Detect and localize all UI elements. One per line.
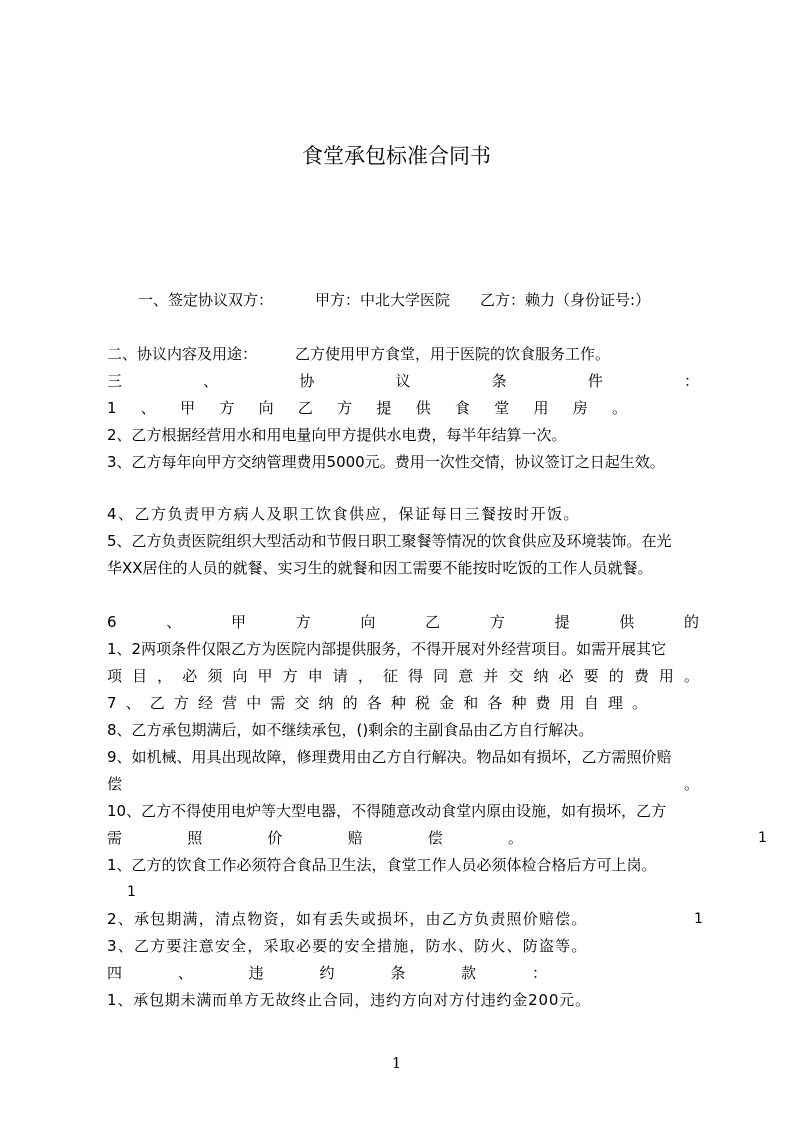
condition-5: 5、乙方负责医院组织大型活动和节假日职工聚餐等情况的饮食供应及环境装饰。在光: [107, 532, 672, 550]
condition-4: 4、乙方负责甲方病人及职工饮食供应，保证每日三餐按时开饭。: [107, 505, 581, 523]
party-a: 甲方：中北大学医院: [315, 291, 451, 309]
condition-9-cont: 偿。: [107, 775, 699, 793]
content-purpose: 乙方使用甲方食堂，用于医院的饮食服务工作。: [295, 345, 611, 363]
condition-12: 2、承包期满，清点物资，如有丢失或损坏，由乙方负责照价赔偿。: [107, 910, 588, 928]
breach-clause-1: 1、承包期未满而单方无故终止合同，违约方向对方付违约金200元。: [107, 991, 591, 1009]
condition-10-cont: 需照价赔偿。: [107, 829, 523, 847]
condition-11: 1、乙方的饮食工作必须符合食品卫生法，食堂工作人员必须体检合格后方可上岗。: [107, 856, 657, 874]
condition-2: 2、乙方根据经营用水和用电量向甲方提供水电费，每半年结算一次。: [107, 426, 567, 444]
condition-8: 8、乙方承包期满后，如不继续承包，()剩余的主副食品由乙方自行解决。: [107, 721, 594, 739]
clause-parties: [138, 289, 698, 311]
condition-1: 1、甲方向乙方提供食堂用房。: [107, 399, 627, 417]
margin-mark: 1: [127, 884, 136, 900]
condition-9: 9、如机械、用具出现故障，修理费用由乙方自行解决。物品如有损坏，乙方需照价赔: [107, 748, 672, 766]
condition-6: 6、甲方向乙方提供的: [107, 613, 699, 631]
clause-content: [107, 343, 699, 365]
party-b: 乙方：赖力（身份证号:）: [480, 291, 651, 309]
margin-mark: 1: [694, 911, 703, 927]
condition-10: 10、乙方不得使用电炉等大型电器，不得随意改动食堂内原由设施，如有损坏，乙方: [107, 802, 667, 820]
condition-13: 3、乙方要注意安全，采取必要的安全措施，防水、防火、防盗等。: [107, 937, 588, 955]
condition-5-cont: 华XX居住的人员的就餐、实习生的就餐和因工需要不能按时吃饭的工作人员就餐。: [107, 559, 653, 577]
condition-3: 3、乙方每年向甲方交纳管理费用5000元。费用一次性交情，协议签订之日起生效。: [107, 453, 665, 471]
condition-7: 7、乙方经营中需交纳的各种税金和各种费用自理。: [107, 694, 647, 712]
document-title: 食堂承包标准合同书: [302, 144, 491, 168]
content-label: 二、协议内容及用途：: [107, 345, 258, 363]
parties-label: 一、签定协议双方：: [138, 291, 274, 309]
margin-mark: 1: [758, 830, 767, 846]
section-heading-breach: 四、违约条款：: [107, 964, 547, 982]
section-heading-conditions: 三、协议条件：: [107, 372, 699, 390]
page-number: 1: [391, 1054, 402, 1072]
condition-6-cont: 1、2两项条件仅限乙方为医院内部提供服务，不得开展对外经营项目。如需开展其它: [107, 640, 667, 658]
condition-6-cont2: 项目，必须向甲方申请，征得同意并交纳必要的费用。: [107, 667, 699, 685]
